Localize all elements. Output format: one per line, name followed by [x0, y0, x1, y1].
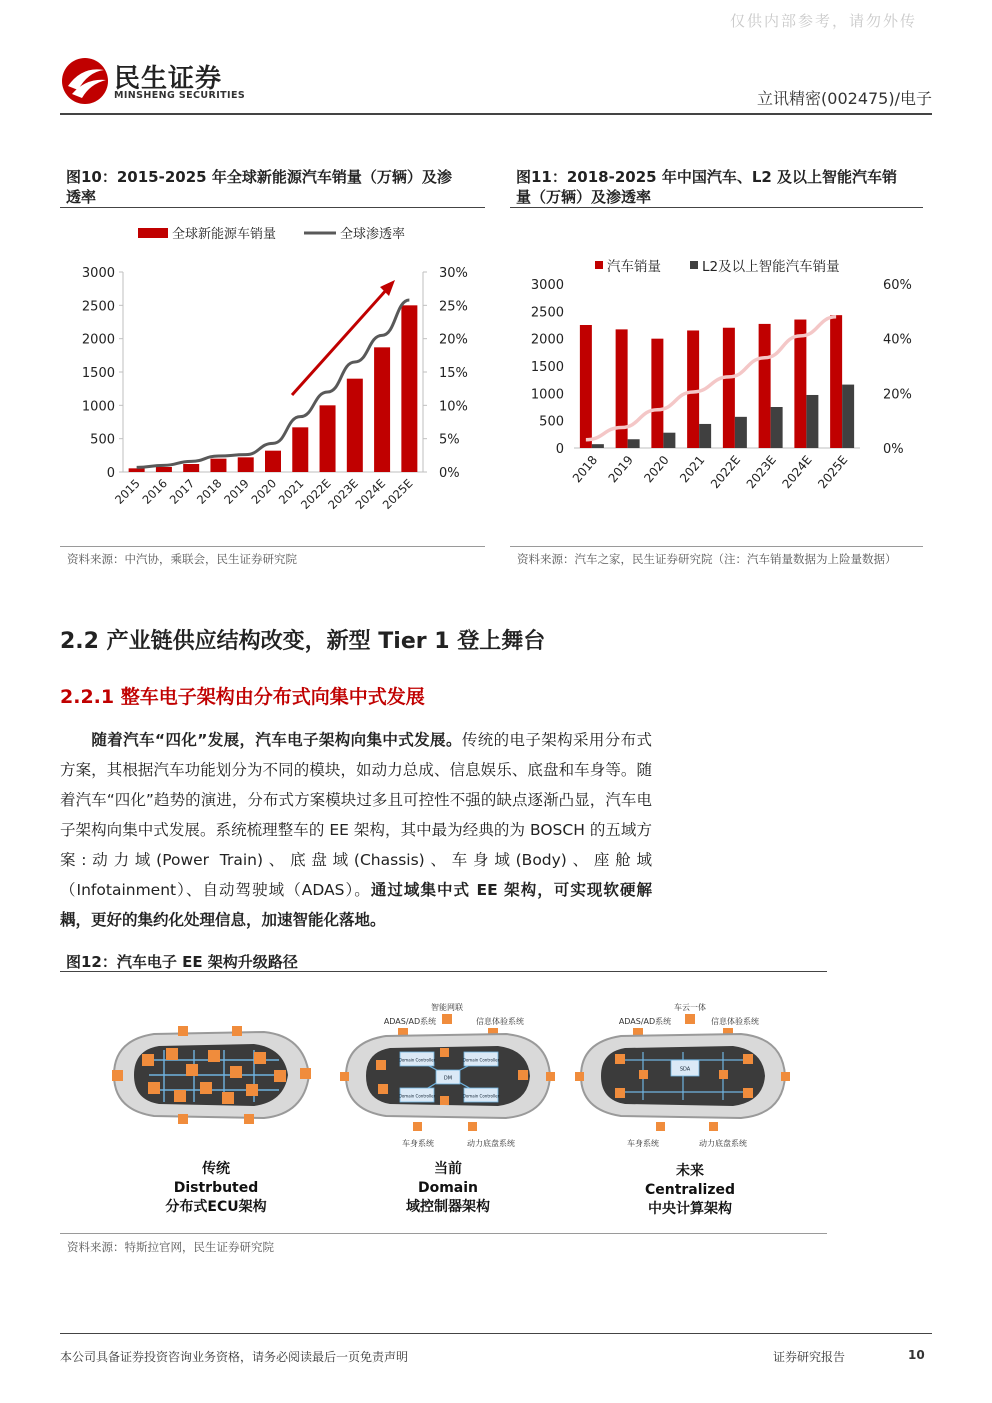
logo-cn-text: 民生证券: [114, 64, 223, 94]
fig10-xtick-label: 2016: [139, 476, 171, 507]
fig11-ytick-left-label: 500: [539, 414, 564, 430]
car2-tag-top: 智能网联: [431, 1003, 463, 1012]
fig10-xtick-label: 2021: [275, 476, 307, 507]
car-centralized-diagram: [573, 990, 791, 1150]
fig11-xtick-label: 2023E: [743, 452, 779, 492]
fig10-bar: [129, 468, 145, 472]
fig11-ytick-left-label: 3000: [530, 278, 564, 293]
fig11-source: 资料来源：汽车之家，民生证券研究院（注：汽车销量数据为上险量数据）: [517, 552, 897, 566]
fig11-bar-l2-sales: [806, 395, 818, 448]
fig11-legend-l2-label: L2及以上智能汽车销量: [702, 259, 840, 275]
car2-box-dc-2: Domain Controller: [462, 1057, 500, 1063]
fig10-ytick-right-label: 25%: [439, 299, 468, 315]
fig12-source: 资料来源：特斯拉官网，民生证券研究院: [67, 1240, 274, 1254]
fig11-ytick-right-label: 20%: [883, 387, 912, 403]
fig11-ytick-right-label: 60%: [883, 278, 912, 293]
fig11-bar-l2-sales: [628, 439, 640, 448]
fig11-chart: [510, 215, 923, 545]
fig11-xtick-label: 2018: [569, 452, 601, 486]
fig10-ytick-left-label: 2000: [81, 332, 115, 348]
fig11-bar-l2-sales: [842, 385, 854, 448]
car3-tag-bl: 车身系统: [627, 1139, 659, 1148]
fig11-xtick-label: 2019: [605, 452, 636, 486]
fig10-chart: [60, 215, 485, 545]
fig11-bar-car-sales: [651, 339, 663, 448]
fig12-source-rule: [60, 1233, 827, 1234]
fig11-xtick-label: 2021: [677, 452, 708, 486]
car3-box-center: SDA: [679, 1066, 691, 1073]
car3-caption: [590, 1162, 790, 1219]
car3-tag-right: 信息体验系统: [711, 1017, 759, 1026]
fig10-ytick-right-label: 20%: [439, 332, 468, 348]
fig11-title-rule: [510, 207, 923, 208]
fig11-legend-l2-swatch: [690, 261, 698, 269]
fig11-bar-car-sales: [687, 330, 699, 448]
fig11-bar-car-sales: [580, 325, 592, 448]
fig11-legend-car-label: 汽车销量: [607, 259, 661, 275]
fig10-bar: [265, 451, 281, 472]
fig10-bar: [210, 459, 226, 472]
car3-caption-line3: 中央计算架构: [648, 1201, 732, 1217]
fig11-bar-car-sales: [616, 329, 628, 448]
fig11-bar-l2-sales: [699, 424, 711, 448]
fig10-ytick-left-label: 500: [90, 432, 115, 448]
fig10-title-line1: 图10：2015-2025 年全球新能源汽车销量（万辆）及渗: [66, 168, 452, 186]
fig10-xtick-label: 2018: [193, 476, 225, 507]
fig11-ytick-right-label: 40%: [883, 332, 912, 348]
footer-disclaimer: 本公司具备证券投资咨询业务资格，请务必阅读最后一页免责声明: [60, 1350, 409, 1364]
fig11-xtick-label: 2024E: [779, 452, 815, 492]
car2-box-dc-1: Domain Controller: [398, 1057, 436, 1063]
car3-tag-br: 动力底盘系统: [699, 1139, 747, 1148]
fig10-ytick-left-label: 3000: [81, 266, 115, 281]
fig10-ytick-left-label: 0: [106, 466, 115, 481]
para-text: 传统的电子架构采用分布式方案，其根据汽车功能划分为不同的模块，如动力总成、信息娱乐、底盘和车身等。随着汽车“四化”趋势的演进，分布式方案模块过多且可控性不强的缺点逐渐凸显，汽车电子架构向集中式发展。系统梳理整车的 EE 架构，其中最为经典的为 BOSCH 的五域方案:动力域(Power Train)、底盘域(Chassis)、车身域(Body)、座舱域（Infotainment）、自动驾驶域（ADAS）。: [60, 731, 652, 899]
fig12-title: 图12：汽车电子 EE 架构升级路径: [66, 953, 298, 971]
car2-box-dc-3: Domain Controller: [398, 1093, 436, 1099]
fig11-xtick-label: 2022E: [707, 452, 744, 492]
car2-caption: [348, 1160, 548, 1217]
car2-tag-left: ADAS/AD系统: [383, 1017, 437, 1026]
fig11-xtick-label: 2025E: [815, 452, 851, 492]
car2-box-center: DM: [443, 1075, 453, 1082]
fig11-bar-car-sales: [830, 315, 842, 448]
fig10-bar: [401, 305, 417, 472]
fig10-ytick-left-label: 1000: [81, 399, 115, 415]
para-bold-lead: 随着汽车“四化”发展，汽车电子架构向集中式发展。: [91, 731, 462, 749]
car2-box-dc-4: Domain Controller: [462, 1093, 500, 1099]
footer-rule: [60, 1333, 932, 1334]
fig10-xtick-label: 2019: [221, 476, 252, 507]
fig11-xtick-label: 2020: [641, 452, 672, 486]
logo-en-text: MINSHENG SECURITIES: [114, 90, 246, 101]
car3-caption-line2: Centralized: [644, 1182, 736, 1198]
fig10-ytick-right-label: 5%: [439, 432, 460, 448]
page-number: 10: [908, 1348, 925, 1362]
fig11-title-line2: 量（万辆）及渗透率: [516, 188, 652, 206]
fig11-bar-l2-sales: [592, 444, 604, 448]
car1-caption-line3: 分布式ECU架构: [165, 1199, 267, 1215]
car2-tag-right: 信息体验系统: [476, 1017, 524, 1026]
car1-caption-line2: Distrbuted: [173, 1180, 259, 1196]
fig10-ytick-left-label: 2500: [81, 299, 115, 315]
car2-tag-bl: 车身系统: [402, 1139, 434, 1148]
fig10-xtick-label: 2020: [248, 476, 280, 507]
fig11-bar-l2-sales: [735, 417, 747, 448]
fig10-bar: [347, 379, 363, 472]
car2-caption-line3: 域控制器架构: [406, 1199, 490, 1215]
car2-caption-line1: 当前: [434, 1161, 462, 1177]
watermark-text: 仅供内部参考，请勿外传: [729, 12, 917, 30]
fig11-ytick-right-label: 0%: [883, 442, 904, 457]
car3-caption-line1: 未来: [676, 1163, 704, 1179]
section-heading: 2.2 产业链供应结构改变，新型 Tier 1 登上舞台: [60, 629, 546, 654]
fig12-title-rule: [60, 971, 827, 972]
footer-report-type: 证券研究报告: [773, 1350, 846, 1364]
header-rule: [60, 113, 932, 115]
fig11-ytick-left-label: 1500: [530, 360, 564, 375]
fig10-xtick-label: 2023E: [325, 476, 361, 512]
fig10-ytick-right-label: 10%: [439, 399, 468, 415]
para-bold-conclusion: 通过域集中式 EE 架构，可实现软硬解耦，更好的集约化处理信息，加速智能化落地。: [60, 881, 652, 929]
fig10-ytick-left-label: 1500: [81, 366, 115, 381]
fig10-bar: [156, 467, 172, 472]
fig10-bar: [374, 347, 390, 472]
fig10-title: [66, 167, 486, 207]
fig10-source-rule: [60, 546, 485, 547]
fig10-ytick-right-label: 30%: [439, 266, 468, 281]
fig10-bar: [320, 405, 336, 472]
car2-tag-br: 动力底盘系统: [467, 1139, 515, 1148]
fig11-title: [516, 167, 936, 207]
car1-caption-line1: 传统: [202, 1161, 230, 1177]
fig11-ytick-left-label: 0: [555, 442, 564, 457]
subsection-heading: 2.2.1 整车电子架构由分布式向集中式发展: [60, 686, 425, 708]
fig11-title-line1: 图11：2018-2025 年中国汽车、L2 及以上智能汽车销: [516, 168, 898, 186]
fig10-ytick-right-label: 0%: [439, 466, 460, 481]
fig11-ytick-left-label: 2000: [530, 332, 564, 348]
car2-caption-line2: Domain: [417, 1180, 479, 1196]
fig10-bar: [183, 464, 199, 472]
fig10-xtick-label: 2017: [166, 476, 198, 507]
fig10-title-rule: [60, 207, 485, 208]
car3-tag-top: 车云一体: [674, 1003, 706, 1012]
fig10-xtick-label: 2024E: [352, 476, 389, 512]
fig10-legend-bar-label: 全球新能源车销量: [172, 227, 277, 242]
car-domain-diagram: [338, 990, 556, 1150]
company-ticker: 立讯精密(002475)/电子: [757, 89, 932, 108]
fig10-source: 资料来源：中汽协，乘联会，民生证券研究院: [67, 552, 297, 566]
fig10-bar: [238, 457, 254, 472]
car3-tag-left: ADAS/AD系统: [618, 1017, 672, 1026]
fig10-penetration-line: [137, 300, 410, 467]
fig10-xtick-label: 2015: [112, 476, 143, 507]
car1-caption: [116, 1160, 316, 1217]
body-paragraph: [60, 725, 652, 935]
fig11-source-rule: [510, 546, 923, 547]
fig11-bar-l2-sales: [771, 407, 783, 448]
fig11-legend-car-swatch: [595, 261, 603, 269]
fig10-bar: [292, 427, 308, 472]
fig10-xtick-label: 2022E: [297, 476, 334, 512]
fig11-bar-car-sales: [723, 328, 735, 448]
fig10-legend-bar-swatch: [138, 228, 168, 238]
fig11-bar-car-sales: [759, 324, 771, 448]
fig10-xtick-label: 2025E: [379, 476, 416, 512]
car-distributed-diagram: [104, 1020, 314, 1130]
fig10-title-line2: 透率: [66, 188, 97, 206]
fig11-ytick-left-label: 1000: [530, 387, 564, 403]
fig10-legend-line-label: 全球渗透率: [340, 227, 406, 242]
fig11-bar-l2-sales: [663, 433, 675, 448]
fig11-bar-car-sales: [794, 320, 806, 448]
fig10-ytick-right-label: 15%: [439, 366, 468, 381]
fig11-ytick-left-label: 2500: [530, 305, 564, 321]
